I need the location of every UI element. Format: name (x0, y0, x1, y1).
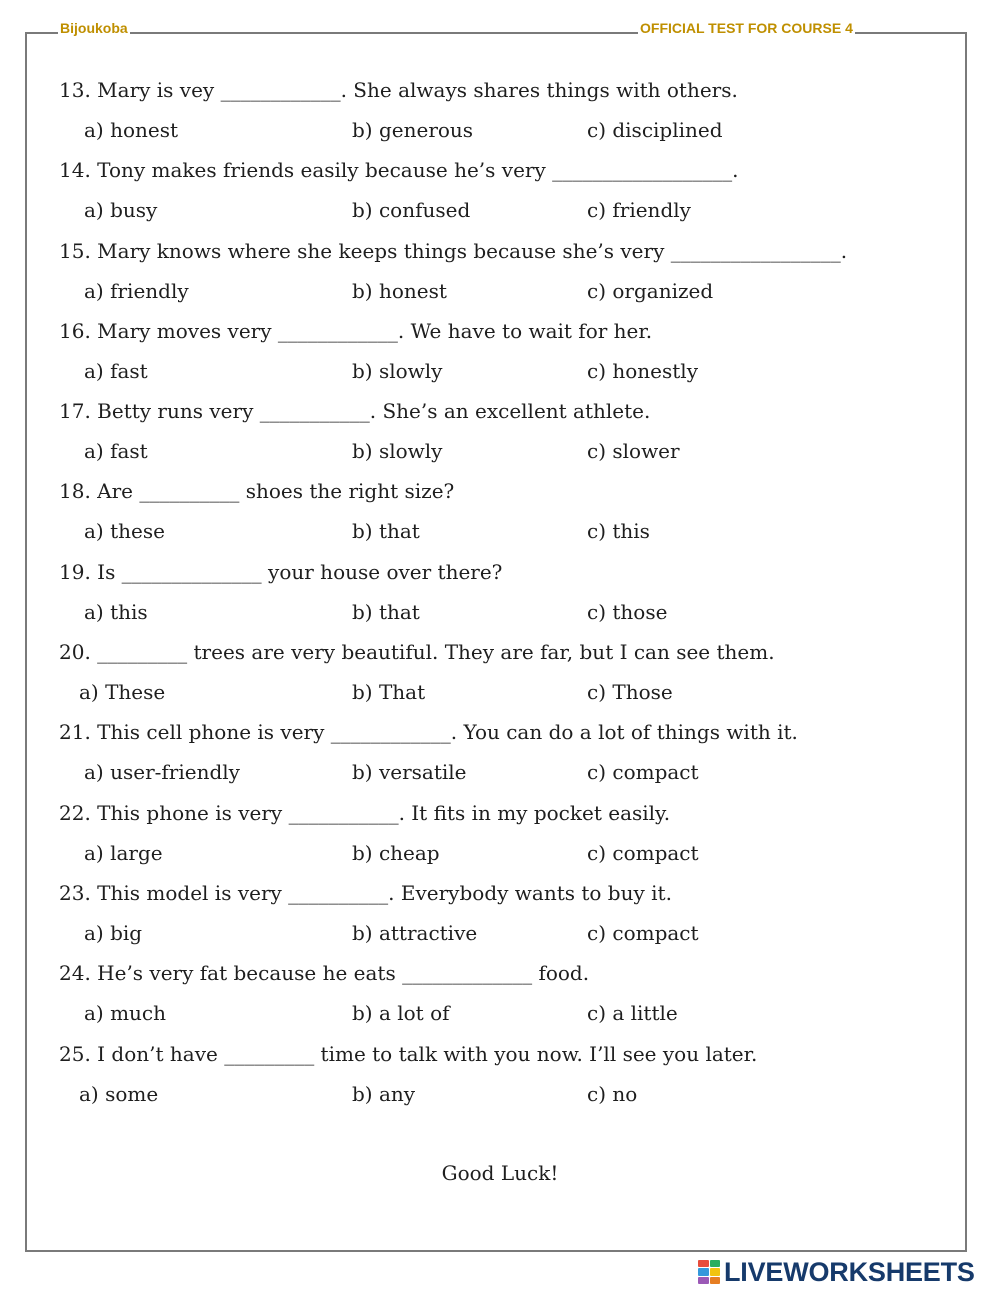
question-16 (0, 312, 1000, 392)
header-title: OFFICIAL TEST FOR COURSE 4 (640, 20, 853, 36)
option-b[interactable]: b) attractive (352, 920, 478, 945)
option-a[interactable]: a) big (84, 920, 143, 945)
question-24 (0, 954, 1000, 1034)
option-c[interactable]: c) this (587, 519, 650, 544)
option-b[interactable]: b) slowly (352, 358, 443, 383)
option-a[interactable]: a) fast (84, 439, 148, 464)
question-18 (0, 472, 1000, 552)
question-list (0, 71, 1000, 1115)
question-14 (0, 151, 1000, 231)
option-a[interactable]: a) busy (84, 198, 158, 223)
option-b[interactable]: b) honest (352, 278, 447, 303)
question-21 (0, 713, 1000, 793)
question-23 (0, 874, 1000, 954)
good-luck-footer: Good Luck! (441, 1161, 559, 1185)
option-a[interactable]: a) these (84, 519, 165, 544)
option-b[interactable]: b) any (352, 1081, 416, 1106)
option-b[interactable]: b) that (352, 519, 420, 544)
option-c[interactable]: c) those (587, 599, 668, 624)
option-b[interactable]: b) versatile (352, 760, 467, 785)
option-b[interactable]: b) that (352, 599, 420, 624)
question-17 (0, 392, 1000, 472)
option-a[interactable]: a) this (84, 599, 148, 624)
option-a[interactable]: a) much (84, 1001, 167, 1026)
question-stem: 24. He’s very fat because he eats _____________ food. (59, 961, 590, 986)
option-a[interactable]: a) These (79, 680, 166, 705)
option-b[interactable]: b) generous (352, 118, 474, 142)
option-c[interactable]: c) a little (587, 1001, 678, 1026)
option-a[interactable]: a) friendly (84, 278, 189, 303)
question-stem: 15. Mary knows where she keeps things because she’s very _________________. (59, 238, 848, 263)
option-a[interactable]: a) fast (84, 358, 148, 383)
question-stem: 17. Betty runs very ___________. She’s an excellent athlete. (59, 399, 651, 424)
liveworksheets-logo[interactable] (698, 1256, 975, 1288)
option-c[interactable]: c) compact (587, 920, 699, 945)
question-22 (0, 794, 1000, 874)
question-19 (0, 553, 1000, 633)
question-stem: 19. Is ______________ your house over there? (59, 559, 503, 584)
question-stem: 20. _________ trees are very beautiful. They are far, but I can see them. (59, 640, 775, 665)
option-c[interactable]: c) compact (587, 840, 699, 865)
option-b[interactable]: b) confused (352, 198, 471, 223)
option-c[interactable]: c) honestly (587, 358, 698, 383)
option-a[interactable]: a) large (84, 840, 163, 865)
option-a[interactable]: a) honest (84, 118, 179, 142)
question-20 (0, 633, 1000, 713)
option-b[interactable]: b) That (352, 680, 426, 705)
option-b[interactable]: b) slowly (352, 439, 443, 464)
question-stem: 16. Mary moves very ____________. We have to wait for her. (59, 318, 653, 343)
option-c[interactable]: c) Those (587, 680, 673, 705)
question-stem: 22. This phone is very ___________. It fits in my pocket easily. (59, 800, 671, 825)
header-author: Bijoukoba (60, 20, 128, 36)
question-stem: 21. This cell phone is very ____________. You can do a lot of things with it. (59, 720, 798, 745)
question-stem: 23. This model is very __________. Everybody wants to buy it. (59, 880, 672, 905)
question-stem: 14. Tony makes friends easily because he’s very __________________. (59, 158, 739, 183)
option-c[interactable]: c) disciplined (587, 118, 723, 142)
question-stem: 13. Mary is vey ____________. She always shares things with others. (59, 78, 738, 102)
question-13 (0, 71, 1000, 151)
liveworksheets-logo-icon (698, 1260, 720, 1284)
option-b[interactable]: b) a lot of (352, 1001, 450, 1026)
option-a[interactable]: a) user-friendly (84, 760, 240, 785)
option-c[interactable]: c) friendly (587, 198, 691, 223)
liveworksheets-logo-text: LIVEWORKSHEETS (724, 1256, 975, 1287)
option-c[interactable]: c) slower (587, 439, 680, 464)
option-b[interactable]: b) cheap (352, 840, 440, 865)
question-15 (0, 232, 1000, 312)
option-c[interactable]: c) organized (587, 278, 714, 303)
option-c[interactable]: c) compact (587, 760, 699, 785)
option-c[interactable]: c) no (587, 1081, 638, 1106)
question-stem: 18. Are __________ shoes the right size? (59, 479, 455, 504)
question-25 (0, 1035, 1000, 1115)
question-stem: 25. I don’t have _________ time to talk with you now. I’ll see you later. (59, 1041, 758, 1066)
option-a[interactable]: a) some (79, 1081, 159, 1106)
